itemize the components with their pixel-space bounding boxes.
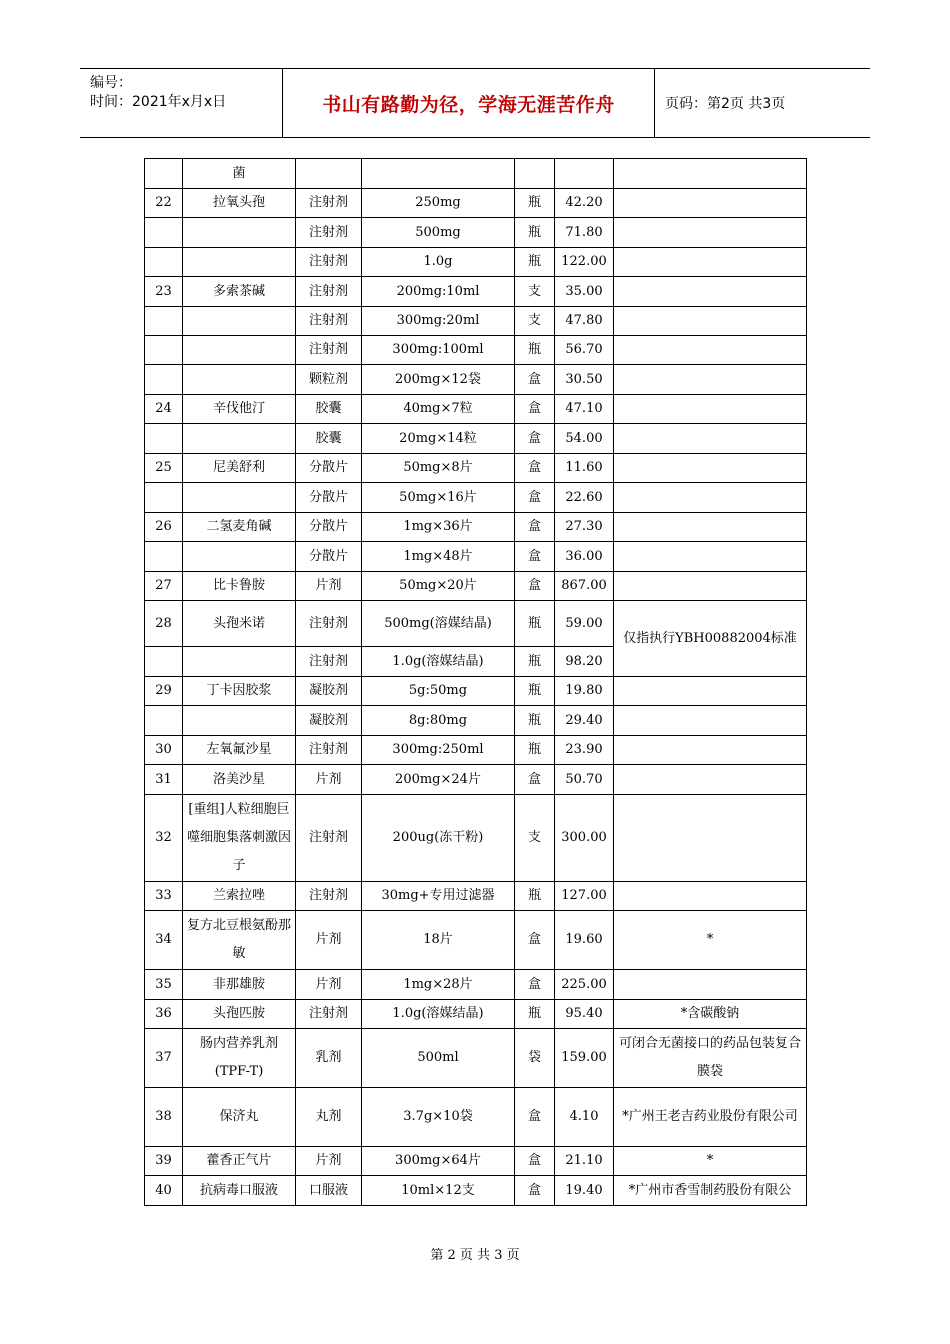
cell-spec: 200mg×24片 bbox=[362, 765, 515, 795]
cell-name bbox=[183, 647, 296, 677]
serial-label: 编号： bbox=[90, 75, 132, 91]
cell-unit: 盒 bbox=[515, 911, 555, 970]
cell-form: 片剂 bbox=[296, 765, 362, 795]
cell-spec: 1mg×28片 bbox=[362, 970, 515, 1000]
cell-name: 保济丸 bbox=[183, 1088, 296, 1147]
table-row bbox=[145, 882, 807, 911]
drug-price-table bbox=[144, 158, 807, 1206]
cell-form: 分散片 bbox=[296, 542, 362, 572]
motto-text: 书山有路勤为径，学海无涯苦作舟 bbox=[322, 93, 615, 116]
cell-unit: 瓶 bbox=[515, 189, 555, 218]
cell-spec: 50mg×16片 bbox=[362, 483, 515, 513]
cell-form: 注射剂 bbox=[296, 736, 362, 765]
cell-name: 二氢麦角碱 bbox=[183, 513, 296, 542]
cell-no: 35 bbox=[145, 970, 183, 1000]
cell-price: 29.40 bbox=[555, 706, 614, 736]
table-row bbox=[145, 365, 807, 395]
table-body bbox=[145, 159, 807, 1206]
table-row bbox=[145, 159, 807, 189]
cell-note bbox=[614, 454, 807, 483]
table-row bbox=[145, 1088, 807, 1147]
cell-note: *含碳酸钠 bbox=[614, 1000, 807, 1029]
cell-unit: 盒 bbox=[515, 424, 555, 454]
cell-form: 凝胶剂 bbox=[296, 677, 362, 706]
cell-spec: 500mg(溶媒结晶) bbox=[362, 601, 515, 647]
cell-name bbox=[183, 483, 296, 513]
cell-name bbox=[183, 542, 296, 572]
cell-spec bbox=[362, 159, 515, 189]
cell-no bbox=[145, 706, 183, 736]
cell-name bbox=[183, 218, 296, 248]
cell-price: 50.70 bbox=[555, 765, 614, 795]
cell-name bbox=[183, 248, 296, 277]
cell-form: 丸剂 bbox=[296, 1088, 362, 1147]
cell-note bbox=[614, 483, 807, 513]
cell-no: 28 bbox=[145, 601, 183, 647]
cell-unit: 盒 bbox=[515, 483, 555, 513]
cell-unit: 瓶 bbox=[515, 336, 555, 365]
page-header bbox=[80, 68, 870, 138]
cell-spec: 50mg×20片 bbox=[362, 572, 515, 601]
cell-price: 30.50 bbox=[555, 365, 614, 395]
table-row bbox=[145, 513, 807, 542]
cell-unit: 盒 bbox=[515, 542, 555, 572]
table-row bbox=[145, 307, 807, 336]
table-row bbox=[145, 572, 807, 601]
cell-unit: 盒 bbox=[515, 1147, 555, 1176]
cell-name bbox=[183, 365, 296, 395]
cell-name: 多索茶碱 bbox=[183, 277, 296, 307]
cell-unit: 瓶 bbox=[515, 706, 555, 736]
cell-form: 注射剂 bbox=[296, 189, 362, 218]
cell-form: 注射剂 bbox=[296, 248, 362, 277]
cell-spec: 40mg×7粒 bbox=[362, 395, 515, 424]
table-row bbox=[145, 336, 807, 365]
cell-price: 19.60 bbox=[555, 911, 614, 970]
cell-unit: 瓶 bbox=[515, 736, 555, 765]
table-row bbox=[145, 706, 807, 736]
cell-note: *广州王老吉药业股份有限公司 bbox=[614, 1088, 807, 1147]
cell-price: 127.00 bbox=[555, 882, 614, 911]
cell-no: 31 bbox=[145, 765, 183, 795]
cell-spec: 200mg×12袋 bbox=[362, 365, 515, 395]
cell-spec: 300mg:250ml bbox=[362, 736, 515, 765]
cell-spec: 1.0g bbox=[362, 248, 515, 277]
cell-price: 95.40 bbox=[555, 1000, 614, 1029]
cell-name: 洛美沙星 bbox=[183, 765, 296, 795]
table-row bbox=[145, 218, 807, 248]
cell-note bbox=[614, 970, 807, 1000]
cell-spec: 300mg×64片 bbox=[362, 1147, 515, 1176]
cell-name: 比卡鲁胺 bbox=[183, 572, 296, 601]
cell-price: 19.40 bbox=[555, 1176, 614, 1206]
table-row bbox=[145, 542, 807, 572]
cell-name bbox=[183, 706, 296, 736]
table-row bbox=[145, 454, 807, 483]
cell-form: 分散片 bbox=[296, 483, 362, 513]
cell-no: 24 bbox=[145, 395, 183, 424]
cell-unit: 支 bbox=[515, 795, 555, 882]
cell-spec: 5g:50mg bbox=[362, 677, 515, 706]
table-row bbox=[145, 1000, 807, 1029]
page-info: 页码：第2页 共3页 bbox=[665, 96, 786, 112]
cell-note bbox=[614, 159, 807, 189]
cell-name: 左氧氟沙星 bbox=[183, 736, 296, 765]
cell-price: 27.30 bbox=[555, 513, 614, 542]
cell-note: 仅指执行YBH00882004标准 bbox=[614, 601, 807, 677]
cell-spec: 1mg×36片 bbox=[362, 513, 515, 542]
cell-form: 分散片 bbox=[296, 513, 362, 542]
cell-no: 30 bbox=[145, 736, 183, 765]
cell-name: 抗病毒口服液 bbox=[183, 1176, 296, 1206]
table-row bbox=[145, 1029, 807, 1088]
cell-price: 42.20 bbox=[555, 189, 614, 218]
cell-unit: 盒 bbox=[515, 395, 555, 424]
cell-no: 29 bbox=[145, 677, 183, 706]
cell-no: 32 bbox=[145, 795, 183, 882]
cell-note bbox=[614, 424, 807, 454]
cell-price: 122.00 bbox=[555, 248, 614, 277]
cell-name: 藿香正气片 bbox=[183, 1147, 296, 1176]
cell-form: 乳剂 bbox=[296, 1029, 362, 1088]
cell-name: 复方北豆根氨酚那敏 bbox=[183, 911, 296, 970]
cell-name: 辛伐他汀 bbox=[183, 395, 296, 424]
cell-form: 片剂 bbox=[296, 911, 362, 970]
cell-note bbox=[614, 189, 807, 218]
cell-price: 300.00 bbox=[555, 795, 614, 882]
cell-name bbox=[183, 336, 296, 365]
cell-no: 39 bbox=[145, 1147, 183, 1176]
cell-spec: 300mg:20ml bbox=[362, 307, 515, 336]
cell-spec: 500mg bbox=[362, 218, 515, 248]
cell-no bbox=[145, 483, 183, 513]
cell-note bbox=[614, 572, 807, 601]
cell-note bbox=[614, 736, 807, 765]
cell-note bbox=[614, 365, 807, 395]
cell-form: 注射剂 bbox=[296, 882, 362, 911]
cell-price: 11.60 bbox=[555, 454, 614, 483]
cell-unit: 支 bbox=[515, 307, 555, 336]
cell-form: 注射剂 bbox=[296, 336, 362, 365]
cell-no: 26 bbox=[145, 513, 183, 542]
cell-form: 注射剂 bbox=[296, 218, 362, 248]
cell-form: 片剂 bbox=[296, 970, 362, 1000]
table-row bbox=[145, 1147, 807, 1176]
table-row bbox=[145, 736, 807, 765]
cell-no: 23 bbox=[145, 277, 183, 307]
cell-spec: 30mg+专用过滤器 bbox=[362, 882, 515, 911]
cell-no bbox=[145, 248, 183, 277]
cell-note bbox=[614, 248, 807, 277]
cell-note bbox=[614, 336, 807, 365]
cell-note: 可闭合无菌接口的药品包装复合膜袋 bbox=[614, 1029, 807, 1088]
cell-no bbox=[145, 424, 183, 454]
cell-no bbox=[145, 365, 183, 395]
cell-price: 19.80 bbox=[555, 677, 614, 706]
cell-no bbox=[145, 336, 183, 365]
cell-no: 36 bbox=[145, 1000, 183, 1029]
cell-name: [重组]人粒细胞巨噬细胞集落刺激因子 bbox=[183, 795, 296, 882]
cell-name: 头孢米诺 bbox=[183, 601, 296, 647]
cell-name: 兰索拉唑 bbox=[183, 882, 296, 911]
cell-note bbox=[614, 882, 807, 911]
cell-no: 25 bbox=[145, 454, 183, 483]
table-row bbox=[145, 911, 807, 970]
table-row bbox=[145, 1176, 807, 1206]
cell-no: 40 bbox=[145, 1176, 183, 1206]
cell-form: 注射剂 bbox=[296, 1000, 362, 1029]
cell-form: 注射剂 bbox=[296, 647, 362, 677]
cell-price: 59.00 bbox=[555, 601, 614, 647]
cell-note: *广州市香雪制药股份有限公 bbox=[614, 1176, 807, 1206]
page-footer: 第 2 页 共 3 页 bbox=[430, 1248, 520, 1263]
table-row bbox=[145, 795, 807, 882]
cell-no bbox=[145, 542, 183, 572]
cell-no: 37 bbox=[145, 1029, 183, 1088]
table-row bbox=[145, 424, 807, 454]
cell-name: 菌 bbox=[183, 159, 296, 189]
table-row bbox=[145, 248, 807, 277]
cell-unit: 盒 bbox=[515, 1088, 555, 1147]
header-meta bbox=[80, 69, 283, 137]
cell-spec: 18片 bbox=[362, 911, 515, 970]
cell-form: 颗粒剂 bbox=[296, 365, 362, 395]
cell-price: 22.60 bbox=[555, 483, 614, 513]
cell-spec: 8g:80mg bbox=[362, 706, 515, 736]
cell-spec: 10ml×12支 bbox=[362, 1176, 515, 1206]
cell-unit: 盒 bbox=[515, 454, 555, 483]
cell-price: 4.10 bbox=[555, 1088, 614, 1147]
cell-unit bbox=[515, 159, 555, 189]
cell-price: 71.80 bbox=[555, 218, 614, 248]
cell-name bbox=[183, 307, 296, 336]
cell-spec: 50mg×8片 bbox=[362, 454, 515, 483]
cell-price: 98.20 bbox=[555, 647, 614, 677]
cell-no bbox=[145, 647, 183, 677]
table-row bbox=[145, 677, 807, 706]
cell-unit: 盒 bbox=[515, 513, 555, 542]
cell-no bbox=[145, 307, 183, 336]
cell-unit: 盒 bbox=[515, 365, 555, 395]
cell-unit: 支 bbox=[515, 277, 555, 307]
cell-name: 尼美舒利 bbox=[183, 454, 296, 483]
cell-name: 肠内营养乳剂(TPF-T) bbox=[183, 1029, 296, 1088]
cell-price: 23.90 bbox=[555, 736, 614, 765]
header-page-cell bbox=[655, 69, 870, 137]
cell-spec: 250mg bbox=[362, 189, 515, 218]
cell-note bbox=[614, 706, 807, 736]
cell-no bbox=[145, 218, 183, 248]
cell-form: 注射剂 bbox=[296, 601, 362, 647]
cell-spec: 200mg:10ml bbox=[362, 277, 515, 307]
cell-spec: 200ug(冻干粉) bbox=[362, 795, 515, 882]
cell-note bbox=[614, 218, 807, 248]
cell-no: 27 bbox=[145, 572, 183, 601]
table-row bbox=[145, 970, 807, 1000]
cell-no bbox=[145, 159, 183, 189]
cell-form: 凝胶剂 bbox=[296, 706, 362, 736]
table-row bbox=[145, 277, 807, 307]
cell-note bbox=[614, 277, 807, 307]
cell-spec: 20mg×14粒 bbox=[362, 424, 515, 454]
time-label: 时间：2021年x月x日 bbox=[90, 94, 227, 110]
cell-form: 胶囊 bbox=[296, 424, 362, 454]
cell-price: 159.00 bbox=[555, 1029, 614, 1088]
table-row bbox=[145, 483, 807, 513]
cell-unit: 瓶 bbox=[515, 647, 555, 677]
cell-price: 47.10 bbox=[555, 395, 614, 424]
cell-form bbox=[296, 159, 362, 189]
cell-note bbox=[614, 395, 807, 424]
cell-note bbox=[614, 307, 807, 336]
cell-unit: 盒 bbox=[515, 1176, 555, 1206]
cell-note bbox=[614, 765, 807, 795]
table-row bbox=[145, 601, 807, 647]
cell-unit: 瓶 bbox=[515, 601, 555, 647]
cell-unit: 瓶 bbox=[515, 1000, 555, 1029]
header-motto-cell bbox=[283, 69, 655, 137]
cell-name bbox=[183, 424, 296, 454]
cell-spec: 300mg:100ml bbox=[362, 336, 515, 365]
cell-price: 35.00 bbox=[555, 277, 614, 307]
cell-name: 丁卡因胶浆 bbox=[183, 677, 296, 706]
cell-spec: 1.0g(溶媒结晶) bbox=[362, 647, 515, 677]
cell-spec: 500ml bbox=[362, 1029, 515, 1088]
cell-no: 34 bbox=[145, 911, 183, 970]
cell-form: 注射剂 bbox=[296, 277, 362, 307]
cell-form: 片剂 bbox=[296, 1147, 362, 1176]
cell-price: 21.10 bbox=[555, 1147, 614, 1176]
cell-spec: 1.0g(溶媒结晶) bbox=[362, 1000, 515, 1029]
cell-form: 片剂 bbox=[296, 572, 362, 601]
cell-form: 注射剂 bbox=[296, 307, 362, 336]
cell-price: 36.00 bbox=[555, 542, 614, 572]
cell-note bbox=[614, 542, 807, 572]
cell-no: 38 bbox=[145, 1088, 183, 1147]
cell-spec: 1mg×48片 bbox=[362, 542, 515, 572]
cell-unit: 袋 bbox=[515, 1029, 555, 1088]
cell-no: 33 bbox=[145, 882, 183, 911]
cell-name: 非那雄胺 bbox=[183, 970, 296, 1000]
cell-form: 胶囊 bbox=[296, 395, 362, 424]
cell-unit: 瓶 bbox=[515, 882, 555, 911]
cell-form: 注射剂 bbox=[296, 795, 362, 882]
cell-form: 分散片 bbox=[296, 454, 362, 483]
table-row bbox=[145, 189, 807, 218]
cell-no: 22 bbox=[145, 189, 183, 218]
cell-price: 867.00 bbox=[555, 572, 614, 601]
table-row bbox=[145, 395, 807, 424]
cell-note: * bbox=[614, 1147, 807, 1176]
cell-note: * bbox=[614, 911, 807, 970]
cell-form: 口服液 bbox=[296, 1176, 362, 1206]
cell-price: 47.80 bbox=[555, 307, 614, 336]
cell-unit: 瓶 bbox=[515, 677, 555, 706]
cell-price: 54.00 bbox=[555, 424, 614, 454]
cell-spec: 3.7g×10袋 bbox=[362, 1088, 515, 1147]
cell-name: 拉氧头孢 bbox=[183, 189, 296, 218]
cell-price: 56.70 bbox=[555, 336, 614, 365]
cell-unit: 盒 bbox=[515, 970, 555, 1000]
cell-unit: 瓶 bbox=[515, 248, 555, 277]
cell-name: 头孢匹胺 bbox=[183, 1000, 296, 1029]
cell-note bbox=[614, 513, 807, 542]
cell-unit: 瓶 bbox=[515, 218, 555, 248]
cell-price: 225.00 bbox=[555, 970, 614, 1000]
cell-price bbox=[555, 159, 614, 189]
cell-note bbox=[614, 677, 807, 706]
table-row bbox=[145, 765, 807, 795]
cell-note bbox=[614, 795, 807, 882]
cell-unit: 盒 bbox=[515, 572, 555, 601]
cell-unit: 盒 bbox=[515, 765, 555, 795]
